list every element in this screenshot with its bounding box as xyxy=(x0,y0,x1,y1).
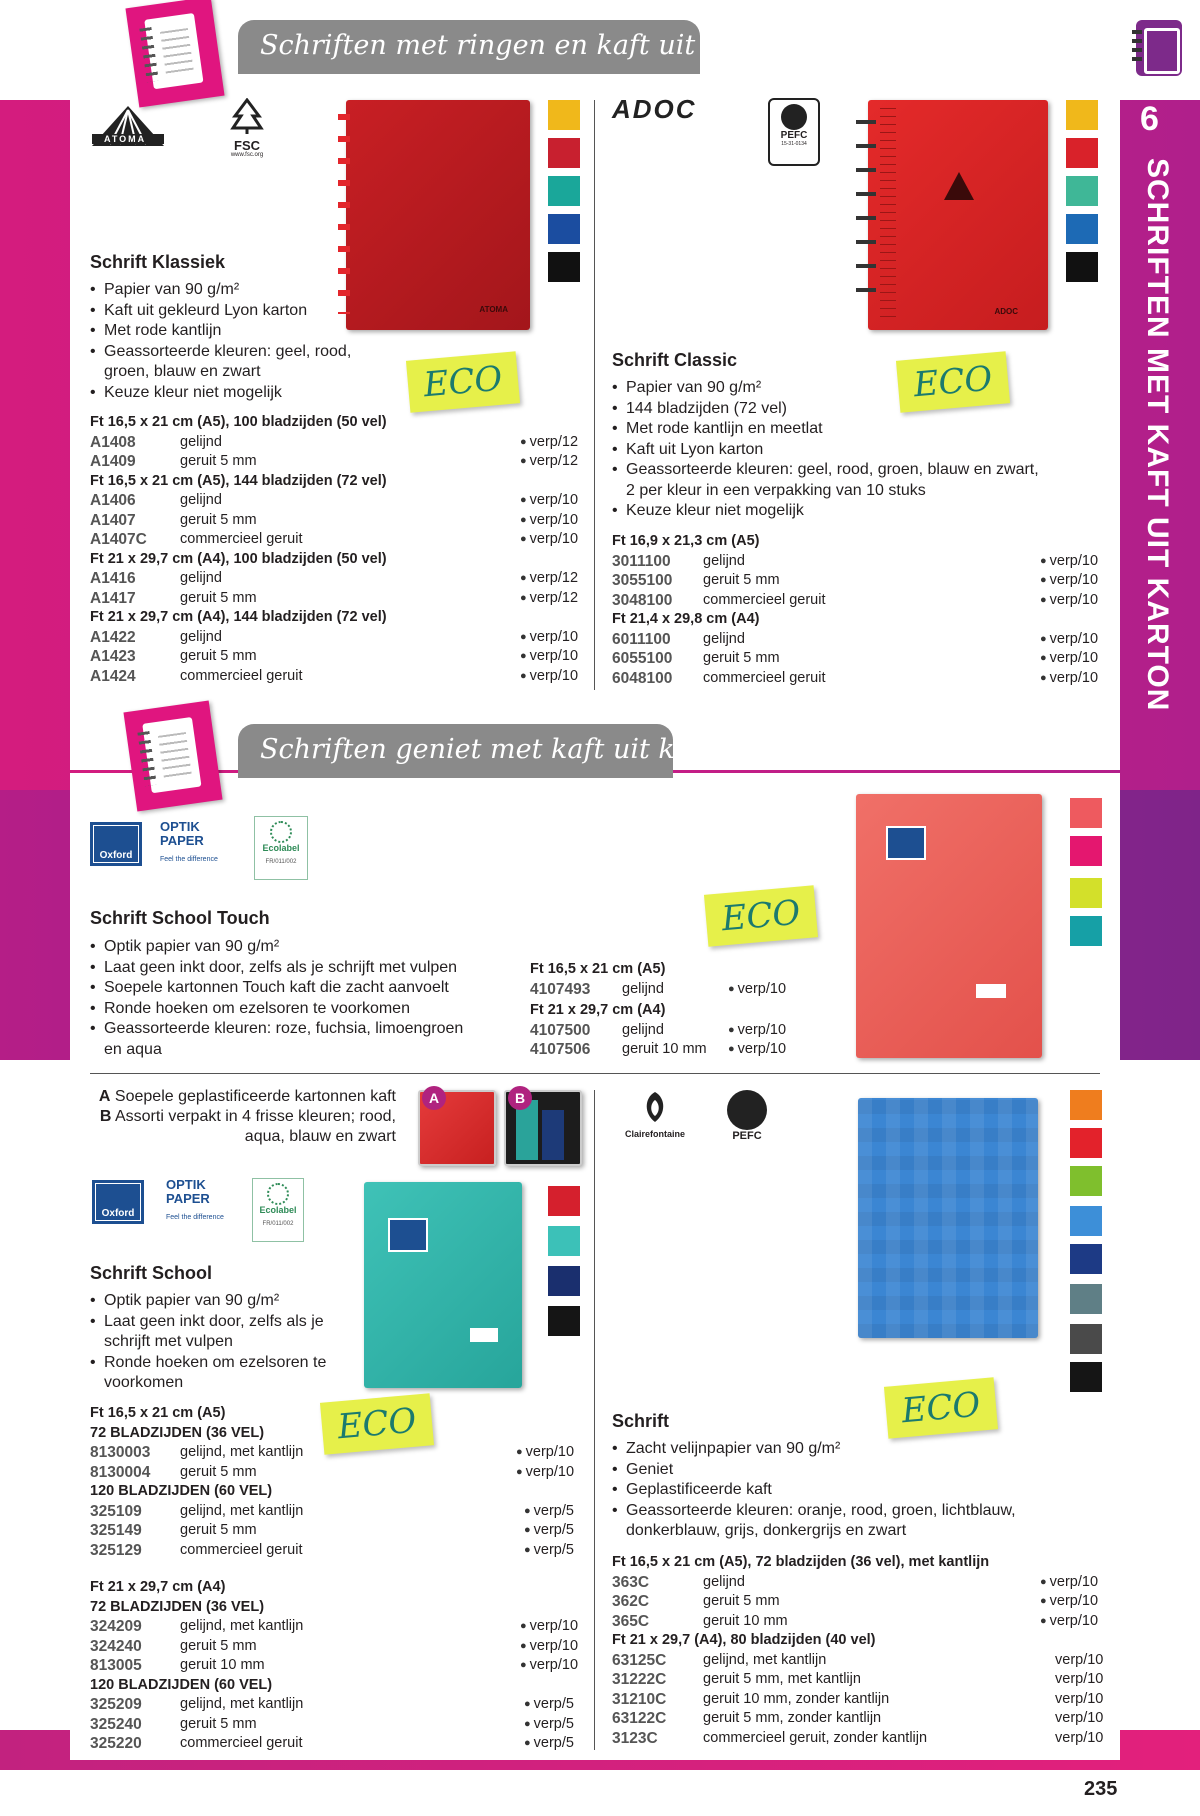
color-swatch-yellow xyxy=(1066,100,1098,130)
color-swatch-fuchsia xyxy=(1070,836,1102,866)
feature-list: • Papier van 90 g/m² • 144 bladzijden (72 vel) • Met rode kantlijn en meetlat • Kaft uit Lyon karton • Geassorteerde kleuren: geel, rood, groen, blauw en zwart, 2 per kleur in een verpakking van 10 stuks • Keuze kleur niet mogelijk xyxy=(612,378,1052,522)
product-table: Ft 16,5 x 21 cm (A5) 4107493 gelijnd ● verp/10 Ft 21 x 29,7 cm (A4) 4107500 gelijnd ● verp/10 4107506 geruit 10 mm ● verp/10 xyxy=(530,960,800,1060)
table-row: 3123C commercieel geruit, zonder kantlijn verp/10 xyxy=(612,1729,1104,1747)
color-swatch-black xyxy=(548,1306,580,1336)
color-swatch-lightblue xyxy=(1070,1206,1102,1236)
atoma-logo: ATOMA xyxy=(90,104,166,146)
eco-badge: ECO xyxy=(406,351,520,412)
color-swatch-blue xyxy=(548,214,580,244)
adoc-logo: ADOC xyxy=(612,94,697,124)
notebook-sticker-icon xyxy=(123,701,222,812)
adoc-notebook-image: ADOC xyxy=(868,100,1048,330)
product-table: Ft 16,5 x 21 cm (A5), 72 bladzijden (36 vel), met kantlijn 363C gelijnd ● verp/10 362C geruit 5 mm ● verp/10 365C geruit 10 mm ● verp/10 Ft 21 x 29,7 (A4), 80 bladzijden (40 vel) 63125C gelijnd, met kantlijn verp/10 31222C geruit 5 mm, met kantlijn verp/10 31210C geruit 10 mm, zonder kantlijn verp/10 63122C geruit 5 mm, zonder kantlijn verp/10 3123C commercieel geruit, zonder kantlijn verp/10 xyxy=(612,1553,1102,1748)
table-row: 363C gelijnd ● verp/10 xyxy=(612,1573,1102,1593)
product-table: Ft 16,9 x 21,3 cm (A5) 3011100 gelijnd ● verp/10 3055100 geruit 5 mm ● verp/10 3048100 commercieel geruit ● verp/10 Ft 21,4 x 29,8 cm (A4) 6011100 gelijnd ● verp/10 6055100 geruit 5 mm ● verp/10 6048100 commercieel geruit ● verp/10 xyxy=(612,532,1102,688)
pefc-logo: PEFC 15-31-0134 xyxy=(768,98,820,166)
table-row: 3048100 commercieel geruit ● verp/10 xyxy=(612,591,1102,611)
ecolabel-logo: Ecolabel FR/011/002 xyxy=(252,1178,304,1242)
feature-list: • Zacht velijnpapier van 90 g/m² • Geniet • Geplastificeerde kaft • Geassorteerde kleuren: oranje, rood, groen, lichtblauw, donkerblauw, grijs, donkergrijs en zwart xyxy=(612,1439,1112,1542)
color-swatch-black xyxy=(1070,1362,1102,1392)
color-swatch-red xyxy=(548,1186,580,1216)
table-row: 325209 gelijnd, met kantlijn ● verp/5 xyxy=(90,1695,590,1715)
feature-list: • Optik papier van 90 g/m² • Laat geen inkt door, zelfs als je schrijft met vulpen • Ronde hoeken om ezelsoren te voorkomen xyxy=(90,1291,330,1394)
table-row: 63122C geruit 5 mm, zonder kantlijn verp/10 xyxy=(612,1710,1104,1727)
section-number: 6 xyxy=(1140,100,1159,138)
school-touch-notebook-image xyxy=(856,794,1042,1058)
table-row: A1424 commercieel geruit ● verp/10 xyxy=(90,667,590,687)
color-swatch-black xyxy=(1066,252,1098,282)
column-divider xyxy=(594,100,595,690)
section-title-vertical: SCHRIFTEN MET KAFT UIT KARTON xyxy=(1141,158,1174,712)
table-row: A1406 gelijnd ● verp/10 xyxy=(90,491,590,511)
page-number: 235 xyxy=(1084,1778,1118,1800)
optik-paper-logo: OPTIK PAPER Feel the difference xyxy=(166,1177,224,1221)
table-row: A1408 gelijnd ● verp/12 xyxy=(90,433,590,453)
table-row: 8130003 gelijnd, met kantlijn ● verp/10 xyxy=(90,1443,590,1463)
table-row: 6055100 geruit 5 mm ● verp/10 xyxy=(612,649,1102,669)
color-swatch-lime xyxy=(1070,878,1102,908)
product-title: Schrift Klassiek xyxy=(90,252,226,272)
color-swatch-red xyxy=(548,138,580,168)
table-row: 324240 geruit 5 mm ● verp/10 xyxy=(90,1637,590,1657)
table-row: A1423 geruit 5 mm ● verp/10 xyxy=(90,647,590,667)
eco-badge: ECO xyxy=(884,1377,998,1438)
color-swatch-orange xyxy=(1070,1090,1102,1120)
note-a: A Soepele geplastificeerde kartonnen kaft B Assorti verpakt in 4 frisse kleuren; rood, aqua, blauw en zwart xyxy=(98,1088,396,1145)
product-title: Schrift xyxy=(612,1411,670,1431)
table-row: A1416 gelijnd ● verp/12 xyxy=(90,569,590,589)
product-table: Ft 16,5 x 21 cm (A5) 72 BLADZIJDEN (36 VEL) 8130003 gelijnd, met kantlijn ● verp/10 8130004 geruit 5 mm ● verp/10 120 BLADZIJDEN (60 VEL) 325109 gelijnd, met kantlijn ● verp/5 325149 geruit 5 mm ● verp/5 325129 commercieel geruit ● verp/5 Ft 21 x 29,7 cm (A4) 72 BLADZIJDEN (36 VEL) 324209 gelijnd, met kantlijn ● verp/10 324240 geruit 5 mm ● verp/10 813005 geruit 10 mm ● verp/10 120 BLADZIJDEN (60 VEL) 325209 gelijnd, met kantlijn ● verp/5 325240 geruit 5 mm ● verp/5 325220 commercieel geruit ● verp/5 xyxy=(90,1404,590,1754)
product-title: Schrift Classic xyxy=(612,350,738,370)
table-row: 324209 gelijnd, met kantlijn ● verp/10 xyxy=(90,1617,590,1637)
table-row: 8130004 geruit 5 mm ● verp/10 xyxy=(90,1463,590,1483)
table-row: A1422 gelijnd ● verp/10 xyxy=(90,628,590,648)
color-swatch-pink xyxy=(1070,798,1102,828)
atoma-notebook-image: ATOMA xyxy=(346,100,530,330)
table-row: 63125C gelijnd, met kantlijn verp/10 xyxy=(612,1651,1104,1669)
color-swatch-black xyxy=(548,252,580,282)
table-row: A1409 geruit 5 mm ● verp/12 xyxy=(90,452,590,472)
eco-badge: ECO xyxy=(704,885,818,946)
section-tab-stapled: Schriften geniet met kaft uit karton xyxy=(238,724,673,778)
color-swatch-green xyxy=(1070,1166,1102,1196)
variant-a-image: A xyxy=(418,1090,496,1166)
table-row: 6011100 gelijnd ● verp/10 xyxy=(612,630,1102,650)
notebook-icon xyxy=(1136,20,1182,76)
column-divider xyxy=(594,1090,595,1750)
color-swatch-blue xyxy=(1066,214,1098,244)
table-row: 325220 commercieel geruit ● verp/5 xyxy=(90,1734,590,1754)
oxford-logo: Oxford xyxy=(90,822,142,866)
color-swatch-yellow xyxy=(548,100,580,130)
color-swatch-blue xyxy=(548,1266,580,1296)
table-row: 6048100 commercieel geruit ● verp/10 xyxy=(612,669,1102,689)
color-swatch-red xyxy=(1070,1128,1102,1158)
eco-badge: ECO xyxy=(896,351,1010,412)
feature-list: • Optik papier van 90 g/m² • Laat geen inkt door, zelfs als je schrijft met vulpen • Soepele kartonnen Touch kaft die zacht aanvoelt • Ronde hoeken om ezelsoren te voorkomen • Geassorteerde kleuren: roze, fuchsia, limoengroen en aqua xyxy=(90,937,480,1060)
color-swatch-red xyxy=(1066,138,1098,168)
clairefontaine-logo: Clairefontaine xyxy=(610,1090,700,1144)
color-swatch-aqua xyxy=(548,1226,580,1256)
ecolabel-logo: Ecolabel FR/011/002 xyxy=(254,816,308,880)
table-row: 325129 commercieel geruit ● verp/5 xyxy=(90,1541,590,1561)
feature-list: • Papier van 90 g/m² • Kaft uit gekleurd Lyon karton • Met rode kantlijn • Geassorteerde kleuren: geel, rood, groen, blauw en zwart • Keuze kleur niet mogelijk xyxy=(90,280,380,403)
product-title: Schrift School Touch xyxy=(90,908,270,928)
eco-badge: ECO xyxy=(320,1393,434,1454)
variant-b-image: B xyxy=(504,1090,582,1166)
notebook-sticker-icon xyxy=(125,0,224,107)
table-row: 3055100 geruit 5 mm ● verp/10 xyxy=(612,571,1102,591)
table-row: 31222C geruit 5 mm, met kantlijn verp/10 xyxy=(612,1671,1104,1688)
table-row: 325149 geruit 5 mm ● verp/5 xyxy=(90,1521,590,1541)
color-swatch-green xyxy=(548,176,580,206)
clairefontaine-notebook-image xyxy=(858,1098,1038,1338)
table-row: 365C geruit 10 mm ● verp/10 xyxy=(612,1612,1102,1632)
pefc-logo: PEFC xyxy=(722,1090,772,1146)
table-row: A1407 geruit 5 mm ● verp/10 xyxy=(90,511,590,531)
color-swatch-darkgrey xyxy=(1070,1324,1102,1354)
optik-paper-logo: OPTIK PAPER Feel the difference xyxy=(160,819,218,863)
table-row: A1417 geruit 5 mm ● verp/12 xyxy=(90,589,590,609)
table-row: 3011100 gelijnd ● verp/10 xyxy=(612,552,1102,572)
table-row: A1407C commercieel geruit ● verp/10 xyxy=(90,530,590,550)
section-divider xyxy=(90,1073,1100,1074)
table-row: 325109 gelijnd, met kantlijn ● verp/5 xyxy=(90,1502,590,1522)
table-row: 4107493 gelijnd ● verp/10 xyxy=(530,980,800,1000)
table-row: 4107500 gelijnd ● verp/10 xyxy=(530,1021,800,1041)
product-title: Schrift School xyxy=(90,1263,213,1283)
color-swatch-green xyxy=(1066,176,1098,206)
table-row: 325240 geruit 5 mm ● verp/5 xyxy=(90,1715,590,1735)
product-table: Ft 16,5 x 21 cm (A5), 100 bladzijden (50 vel) A1408 gelijnd ● verp/12 A1409 geruit 5 mm ● verp/12 Ft 16,5 x 21 cm (A5), 144 bladzijden (72 vel) A1406 gelijnd ● verp/10 A1407 geruit 5 mm ● verp/10 A1407C commercieel geruit ● verp/10 Ft 21 x 29,7 cm (A4), 100 bladzijden (50 vel) A1416 gelijnd ● verp/12 A1417 geruit 5 mm ● verp/12 Ft 21 x 29,7 cm (A4), 144 bladzijden (72 vel) A1422 gelijnd ● verp/10 A1423 geruit 5 mm ● verp/10 A1424 commercieel geruit ● verp/10 xyxy=(90,413,590,686)
section-tab-ring: Schriften met ringen en kaft uit karton xyxy=(238,20,700,74)
color-swatch-aqua xyxy=(1070,916,1102,946)
color-swatch-darkblue xyxy=(1070,1244,1102,1274)
table-row: 813005 geruit 10 mm ● verp/10 xyxy=(90,1656,590,1676)
color-swatch-grey xyxy=(1070,1284,1102,1314)
table-row: 31210C geruit 10 mm, zonder kantlijn verp/10 xyxy=(612,1690,1104,1708)
fsc-logo: FSC www.fsc.org xyxy=(222,98,272,160)
table-row: 4107506 geruit 10 mm ● verp/10 xyxy=(530,1040,800,1060)
oxford-logo: Oxford xyxy=(92,1180,144,1224)
table-row: 362C geruit 5 mm ● verp/10 xyxy=(612,1592,1102,1612)
school-notebook-image xyxy=(364,1182,522,1388)
